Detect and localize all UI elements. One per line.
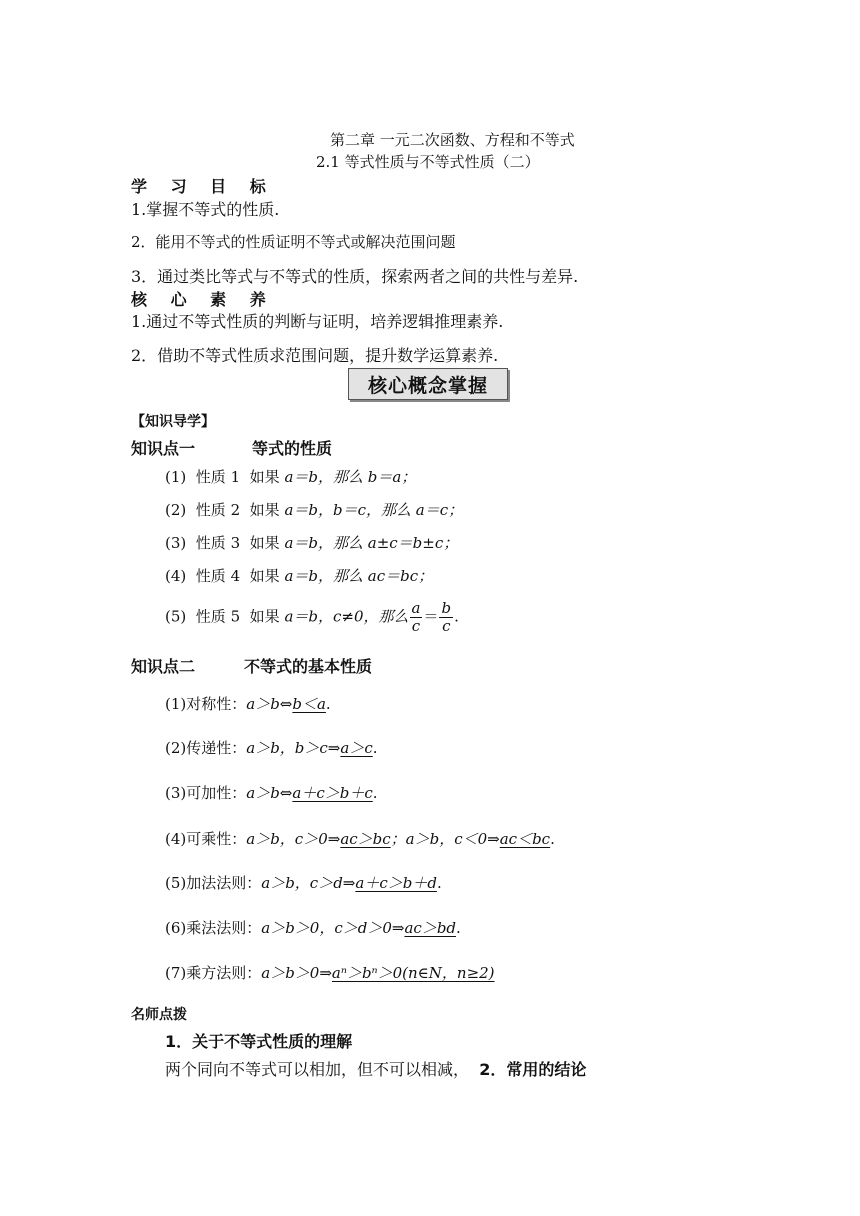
core-heading: 核 心 素 养 bbox=[131, 290, 275, 309]
goal-item: 2．能用不等式的性质证明不等式或解决范围问题 bbox=[131, 233, 456, 251]
guide-label: 【知识导学】 bbox=[131, 414, 215, 430]
tips-label: 名师点拨 bbox=[131, 1007, 187, 1023]
section-title: 2.1 等式性质与不等式性质（二） bbox=[316, 153, 540, 171]
chapter-title: 第二章 一元二次函数、方程和不等式 bbox=[330, 131, 575, 149]
core-item: 1.通过不等式性质的判断与证明，培养逻辑推理素养. bbox=[131, 312, 504, 331]
core-item: 2．借助不等式性质求范围问题，提升数学运算素养. bbox=[131, 346, 499, 365]
kp2-item: (2)传递性：a＞b，b＞c⇒a＞c. bbox=[165, 739, 378, 757]
kp2-item: (6)乘法法则：a＞b＞0，c＞d＞0⇒ac＞bd. bbox=[165, 919, 461, 937]
kp1-label: 知识点一 bbox=[131, 439, 196, 458]
kp2-item: (3)可加性：a＞b⇔a＋c＞b＋c. bbox=[165, 784, 378, 802]
kp1-item: (4) 性质 4 如果 a＝b，那么 ac＝bc； bbox=[165, 567, 434, 585]
kp2-title: 不等式的基本性质 bbox=[244, 657, 373, 676]
kp2-label: 知识点二 bbox=[131, 657, 196, 676]
kp1-item: (3) 性质 3 如果 a＝b，那么 a±c＝b±c； bbox=[165, 534, 459, 552]
kp1-title: 等式的性质 bbox=[252, 439, 333, 458]
kp1-item: (2) 性质 2 如果 a＝b，b＝c，那么 a＝c； bbox=[165, 501, 464, 519]
fraction: $\frac{b}{c}$ bbox=[441, 599, 452, 635]
kp2-item: (4)可乘性：a＞b，c＞0⇒ac＞bc；a＞b，c＜0⇒ac＜bc. bbox=[165, 830, 555, 848]
goal-item: 1.掌握不等式的性质. bbox=[131, 200, 280, 219]
kp2-item: (5)加法法则：a＞b，c＞d⇒a＋c＞b＋d. bbox=[165, 874, 442, 892]
tips-body: 两个同向不等式可以相加，但不可以相减， 2．常用的结论 bbox=[165, 1060, 587, 1079]
tips-point-1: 1．关于不等式性质的理解 bbox=[165, 1032, 353, 1051]
kp1-item: (5) 性质 5 如果 a＝b，c≠0，那么 $\frac{a}{c}$ ＝ $\frac{b}{c}$ . bbox=[165, 599, 459, 635]
section-banner: 核心概念掌握 bbox=[348, 368, 508, 400]
goal-item: 3．通过类比等式与不等式的性质，探索两者之间的共性与差异. bbox=[131, 267, 579, 286]
kp2-item: (1)对称性：a＞b⇔b＜a. bbox=[165, 695, 331, 713]
tips-point-2: 2．常用的结论 bbox=[479, 1060, 587, 1079]
kp2-item: (7)乘方法则：a＞b＞0⇒aⁿ＞bⁿ＞0(n∈N，n≥2) bbox=[165, 964, 495, 982]
kp1-item: (1) 性质 1 如果 a＝b，那么 b＝a； bbox=[165, 468, 417, 486]
fraction: $\frac{a}{c}$ bbox=[411, 599, 421, 635]
goals-heading: 学 习 目 标 bbox=[131, 177, 275, 196]
